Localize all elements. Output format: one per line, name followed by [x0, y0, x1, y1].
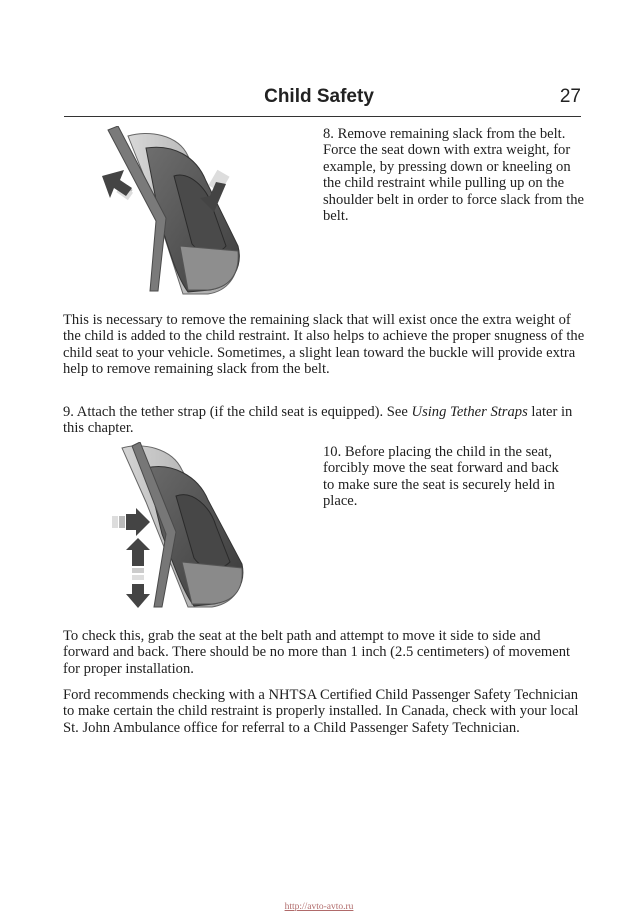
child-seat-movement-illustration [102, 442, 262, 612]
step-9-suffix: later in this chapter. [63, 404, 573, 437]
slack-paragraph: This is necessary to remove the remaining slack that will exist once the extra weight of the child is added to the child restraint. It also helps to achieve the proper snugness of the child seat to your vehicle. Sometimes, a slight lean toward the buckle will provide extra help to remove remaining slack from the belt. [63, 312, 585, 378]
child-seat-base [182, 562, 242, 604]
check-paragraph: To check this, grab the seat at the belt path and attempt to move it side to side and forward and back. There should be no more than 1 inch (2.5 centimeters) of movement for proper installation. [63, 628, 571, 677]
push-forward-arrow-icon [112, 508, 150, 536]
step-9-prefix: 9. Attach the tether strap (if the child seat is equipped). See [63, 404, 412, 420]
ford-recommendation-paragraph: Ford recommends checking with a NHTSA Certified Child Passenger Safety Technician to make certain the child restraint is properly installed. In Canada, check with your local St. John Ambulance office for referral to a Child Passenger Safety Technician. [63, 687, 579, 736]
footer-website-link[interactable]: http://avto-avto.ru [284, 902, 354, 912]
page-title: Child Safety [264, 86, 374, 107]
step-9-paragraph [63, 404, 588, 437]
step-8-text: 8. Remove remaining slack from the belt. Force the seat down with extra weight, for example, by pressing down or kneeling on the child restraint while pulling up on the shoulder belt in order to force slack from the belt. [323, 126, 584, 225]
pull-arrow-icon [102, 170, 133, 200]
child-seat-slack-illustration [88, 126, 260, 300]
tether-straps-reference: Using Tether Straps [411, 404, 528, 420]
page-number: 27 [559, 86, 581, 107]
header-rule [64, 116, 581, 117]
step-10-text: 10. Before placing the child in the seat, forcibly move the seat forward and back to make sure the seat is securely held in place. [323, 444, 559, 510]
move-up-down-arrow-icon [126, 538, 150, 608]
